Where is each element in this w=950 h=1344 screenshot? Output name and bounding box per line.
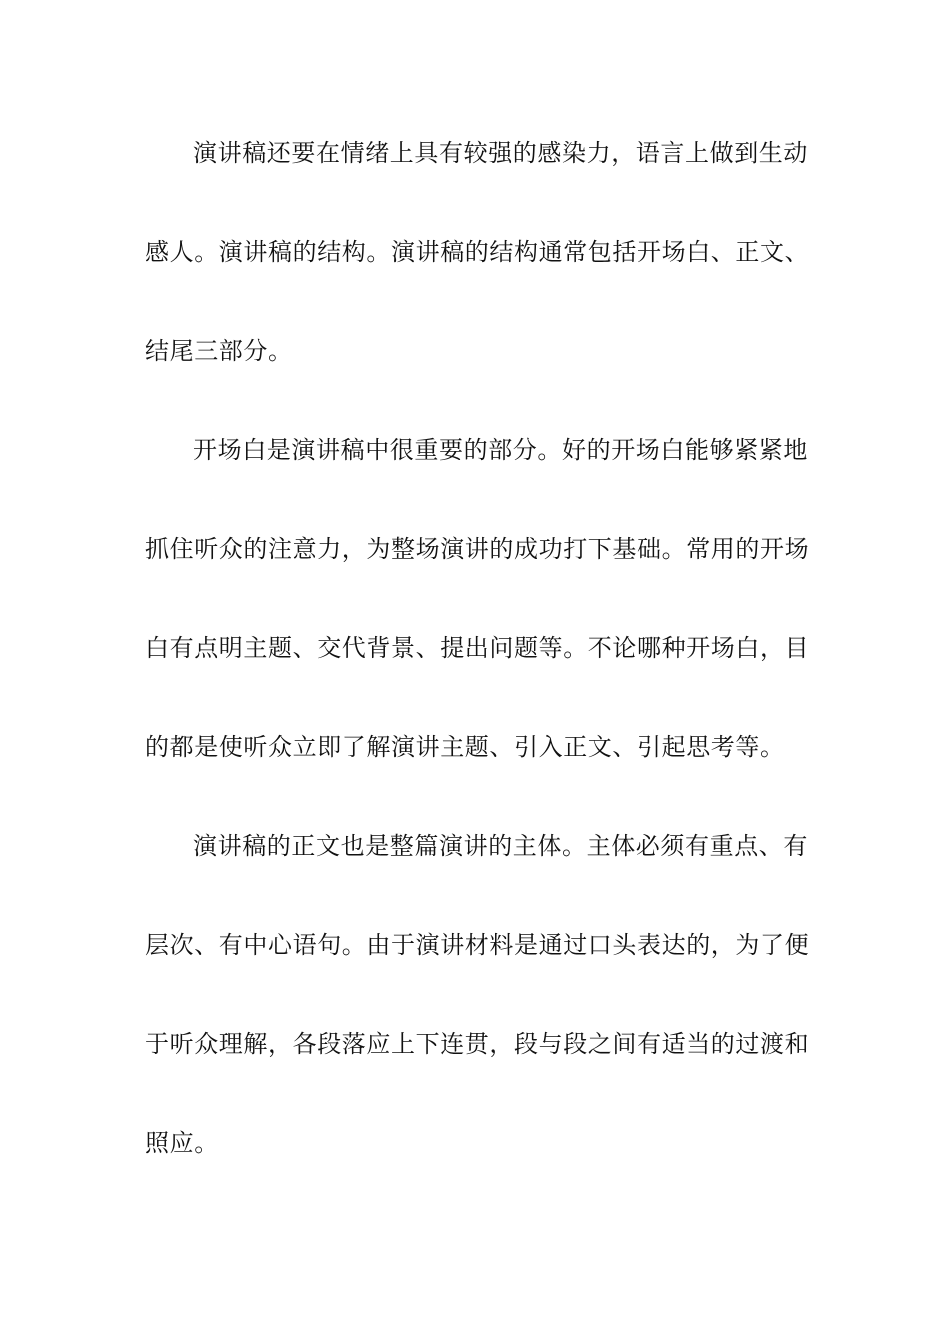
paragraph-line: 白有点明主题、交代背景、提出问题等。不论哪种开场白，目 [145,634,810,662]
paragraph-line: 的都是使听众立即了解演讲主题、引入正文、引起思考等。 [145,733,785,761]
paragraph-1 [145,131,810,428]
paragraph-3 [145,824,810,1220]
paragraph-line: 演讲稿还要在情绪上具有较强的感染力，语言上做到生动 [193,139,808,167]
paragraph-line: 照应。 [145,1129,219,1157]
paragraph-2 [145,428,810,824]
paragraph-line: 感人。演讲稿的结构。演讲稿的结构通常包括开场白、正文、 [145,238,810,266]
paragraph-line: 演讲稿的正文也是整篇演讲的主体。主体必须有重点、有 [193,832,808,860]
paragraph-line: 结尾三部分。 [145,337,293,365]
paragraph-line: 开场白是演讲稿中很重要的部分。好的开场白能够紧紧地 [193,436,808,464]
document-body [145,131,810,1220]
paragraph-line: 于听众理解，各段落应上下连贯，段与段之间有适当的过渡和 [145,1030,810,1058]
paragraph-line: 层次、有中心语句。由于演讲材料是通过口头表达的，为了便 [145,931,810,959]
paragraph-line: 抓住听众的注意力，为整场演讲的成功打下基础。常用的开场 [145,535,810,563]
